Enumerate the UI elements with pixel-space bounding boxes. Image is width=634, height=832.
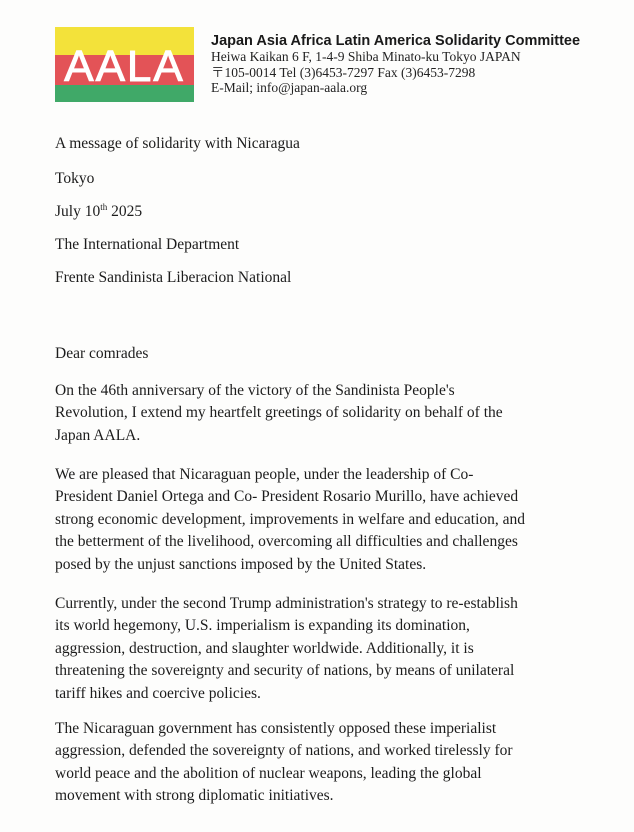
paragraph-line: We are pleased that Nicaraguan people, under the leadership of Co- [55,466,474,483]
organization-block [211,33,591,96]
paragraph-1 [55,380,585,447]
paragraph-line: posed by the unjust sanctions imposed by the United States. [55,555,427,573]
aala-logo [55,27,194,102]
recipient-organization: Frente Sandinista Liberacion National [55,269,292,286]
paragraph-line: Japan AALA. [55,426,141,444]
paragraph-line: tariff hikes and coercive policies. [55,684,261,702]
organization-name: Japan Asia Africa Latin America Solidarity Committee [211,33,581,49]
paragraph-line: strong economic development, improvements in welfare and education, and [55,510,526,528]
paragraph-line: world peace and the abolition of nuclear weapons, leading the global [55,764,482,782]
letter-subject: A message of solidarity with Nicaragua [55,135,300,152]
letter-city: Tokyo [55,170,95,187]
paragraph-line: the betterment of the livelihood, overcoming all difficulties and challenges [55,533,518,551]
paragraph-4 [55,718,585,808]
paragraph-3 [55,593,585,705]
paragraph-line: The Nicaraguan government has consistently opposed these imperialist [55,720,497,737]
date-ordinal: th [100,201,108,212]
paragraph-line: movement with strong diplomatic initiatives. [55,787,334,805]
letter-date [55,201,142,223]
paragraph-line: On the 46th anniversary of the victory of the Sandinista People's [55,382,455,399]
organization-address: Heiwa Kaikan 6 F, 1-4-9 Shiba Minato-ku Tokyo JAPAN [211,49,521,64]
organization-contact: 〒105-0014 Tel (3)6453-7297 Fax (3)6453-7298 [211,64,476,80]
paragraph-line: aggression, destruction, and slaughter worldwide. Additionally, it is [55,639,474,657]
paragraph-line: Currently, under the second Trump administration's strategy to re-establish [55,595,518,612]
date-year: 2025 [107,203,143,220]
paragraph-line: aggression, defended the sovereignty of nations, and worked tirelessly for [55,742,513,760]
letterhead [55,27,595,105]
paragraph-line: President Daniel Ortega and Co- President Rosario Murillo, have achieved [55,488,519,506]
recipient-department: The International Department [55,236,240,253]
paragraph-2 [55,464,585,576]
paragraph-line: threatening the sovereignty and security of nations, by means of unilateral [55,662,515,680]
paragraph-line: its world hegemony, U.S. imperialism is expanding its domination, [55,617,470,635]
salutation: Dear comrades [55,345,149,362]
date-prefix: July 10 [55,203,101,220]
logo-text: AALA [64,42,185,91]
paragraph-line: Revolution, I extend my heartfelt greetings of solidarity on behalf of the [55,404,503,422]
organization-email: E-Mail; info@japan-aala.org [211,80,368,95]
